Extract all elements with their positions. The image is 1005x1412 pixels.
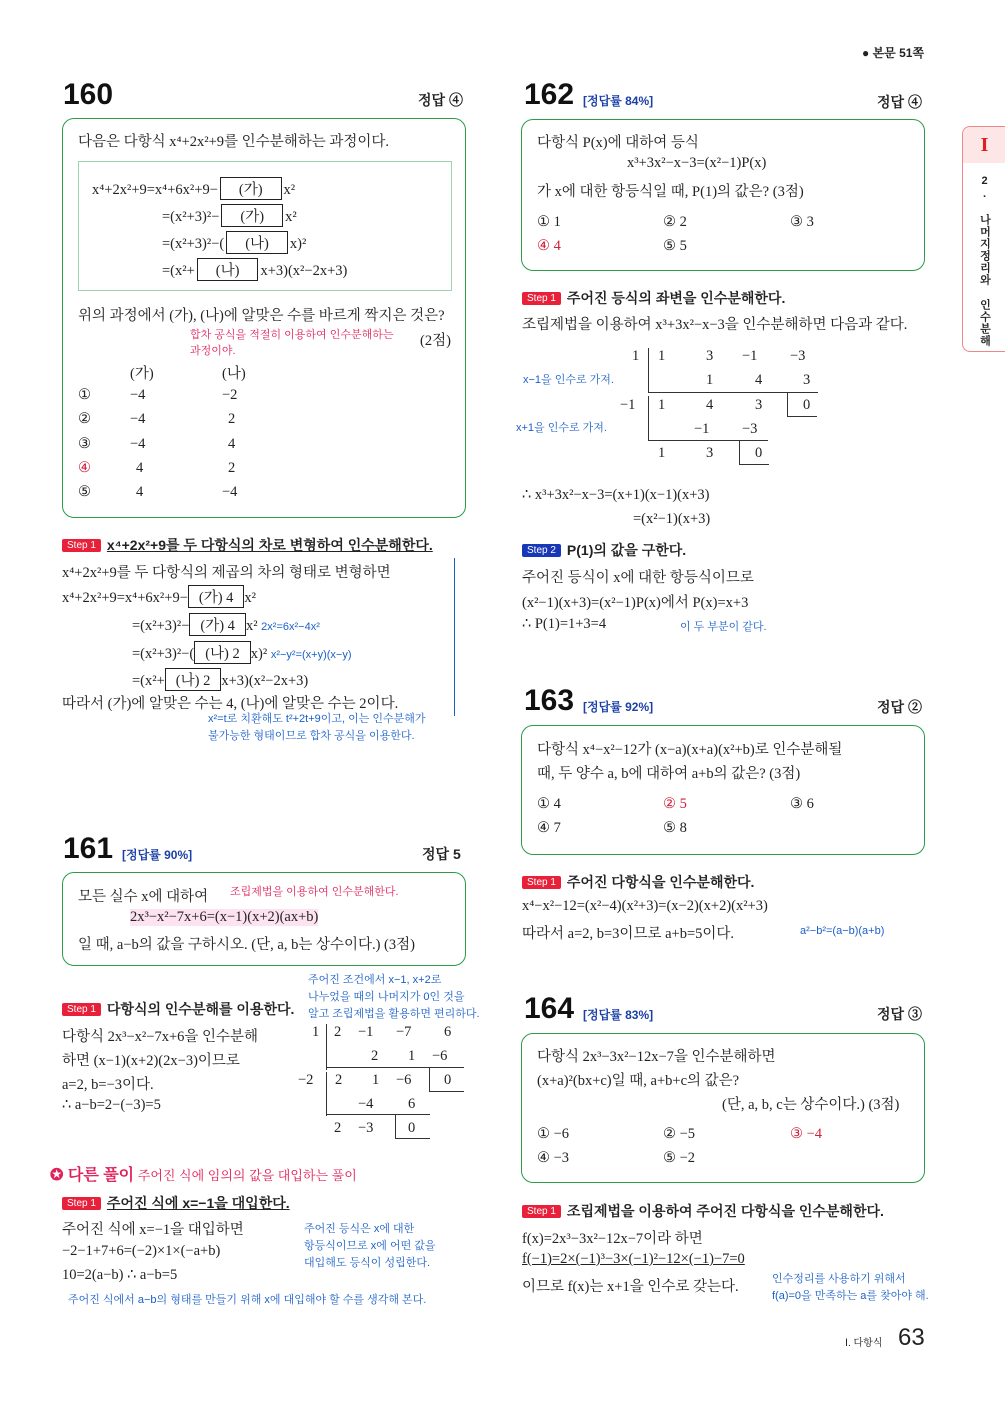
note: 항등식이므로 x에 어떤 값을 [304, 1240, 436, 1252]
step1-heading [522, 288, 785, 308]
text: x)² [289, 236, 307, 252]
hint-note: 조립제법을 이용하여 인수분해한다. [230, 886, 399, 898]
text: 1 [658, 348, 666, 364]
note: 나누었을 때의 나머지가 0인 것을 [308, 991, 465, 1003]
choice-1[interactable]: ① −6 [537, 1126, 570, 1142]
text: x⁴+2x²+9를 두 다항식의 차로 변형하여 인수분해한다. [106, 537, 433, 553]
solution-line [132, 668, 308, 691]
question-equation: 2x³−x²−7x+6=(x−1)(x+2)(ax+b) [130, 909, 319, 925]
text: x² [244, 590, 257, 606]
text: 4 [706, 397, 714, 413]
page-ref: ● 본문 51쪽 [862, 46, 925, 60]
problem-number: 162 [524, 78, 575, 111]
solution-line [132, 641, 352, 664]
choice-1[interactable] [78, 387, 238, 404]
alt-solution-heading [50, 1162, 357, 1185]
process-line-4 [162, 258, 347, 281]
star-icon: ✪ [50, 1167, 68, 1184]
text: 1 [658, 397, 666, 413]
text: 1 [706, 372, 714, 388]
process-line-3 [162, 231, 306, 254]
text: =(x²+3)²− [132, 618, 190, 634]
text: 2 [334, 1120, 342, 1136]
correct-rate: [정답률 90%] [122, 848, 193, 862]
choice-3[interactable] [78, 436, 236, 453]
text: 주어진 다항식을 인수분해한다. [566, 874, 755, 890]
text: 4 [755, 372, 763, 388]
question-text: (단, a, b, c는 상수이다.) (3점) [722, 1097, 900, 1113]
text: (나) 2 [165, 668, 222, 691]
text: 3 [706, 348, 714, 364]
text: −2 [222, 387, 238, 403]
text: 1 [408, 1048, 416, 1064]
step1-heading [62, 999, 294, 1019]
points: (2점) [420, 333, 451, 349]
text: −1 [358, 1024, 374, 1040]
step2-heading [522, 540, 686, 560]
question-text: 가 x에 대한 항등식일 때, P(1)의 값은? (3점) [537, 184, 804, 200]
text: −1 [694, 421, 710, 437]
chapter-roman: I [963, 127, 1005, 163]
text: 1 [632, 348, 640, 364]
note: x+1을 인수로 가져. [516, 422, 607, 434]
text: −4 [130, 436, 146, 452]
solution-line: 10=2(a−b) ∴ a−b=5 [62, 1267, 178, 1283]
page-ref-text: 본문 51쪽 [872, 46, 925, 60]
problem-number: 160 [63, 78, 114, 111]
solution-line: x⁴+2x²+9를 두 다항식의 제곱의 차의 형태로 변형하면 [62, 565, 391, 581]
answer-label: 정답 ③ [877, 1006, 922, 1022]
text: ③ [78, 436, 91, 452]
solution-line: 이므로 f(x)는 x+1을 인수로 갖는다. [522, 1279, 739, 1295]
text: (가) 4 [189, 613, 246, 636]
solution-line: 주어진 식에 x=−1을 대입하면 [62, 1222, 244, 1238]
solution-line: f(−1)=2×(−1)³−3×(−1)²−12×(−1)−7=0 [522, 1251, 745, 1267]
text: Step 2 [522, 544, 561, 557]
problem-number: 163 [524, 684, 575, 717]
chapter-label: 2. 나머지정리와 인수분해 [978, 175, 991, 347]
text: −3 [742, 421, 758, 437]
question-text: 다항식 P(x)에 대하여 등식 [537, 135, 699, 151]
solution-line: 다항식 2x³−x²−7x+6을 인수분해 [62, 1029, 259, 1045]
text: 4 [136, 484, 144, 500]
solution-line: (x²−1)(x+3)=(x²−1)P(x)에서 P(x)=x+3 [522, 595, 749, 611]
solution-line: 조립제법을 이용하여 x³+3x²−x−3을 인수분해하면 다음과 같다. [522, 317, 908, 333]
text: x² [285, 209, 297, 225]
text: ⑤ [78, 484, 91, 500]
text: (나) [197, 258, 259, 281]
text: Step 1 [522, 292, 561, 305]
choice-5[interactable] [78, 484, 238, 501]
solution-line [132, 613, 320, 636]
text: (가) [221, 204, 283, 227]
text: (나) [226, 231, 288, 254]
text: 0 [444, 1072, 452, 1088]
text: 1 [312, 1024, 320, 1040]
text: 2 [228, 460, 236, 476]
text: 6 [444, 1024, 452, 1040]
choice-4[interactable]: ④ 7 [537, 820, 561, 836]
solution-line: ∴ a−b=2−(−3)=5 [62, 1097, 161, 1113]
text: =(x²+ [132, 673, 165, 689]
text: −7 [396, 1024, 412, 1040]
problem-number: 164 [524, 992, 575, 1025]
note-connector [454, 558, 455, 716]
solution-line [62, 585, 256, 608]
correct-rate: [정답률 92%] [583, 700, 654, 714]
question-text-2: 위의 과정에서 (가), (나)에 알맞은 수를 바르게 짝지은 것은? [78, 308, 445, 324]
solution-line: =(x²−1)(x+3) [633, 511, 711, 527]
solution-conclusion: 따라서 (가)에 알맞은 수는 4, (나)에 알맞은 수는 2이다. [62, 696, 399, 712]
note: 알고 조립제법을 활용하면 편리하다. [308, 1008, 480, 1020]
text: 4 [136, 460, 144, 476]
question-text: 다음은 다항식 x⁴+2x²+9를 인수분해하는 과정이다. [78, 134, 389, 150]
text: =(x²+ [162, 263, 195, 279]
text: 6 [408, 1096, 416, 1112]
answer-label: 정답 ② [877, 699, 922, 715]
text: x)² [250, 646, 268, 662]
text: −3 [358, 1120, 374, 1136]
choice-4-correct[interactable] [78, 460, 236, 477]
text: −1 [742, 348, 758, 364]
choice-2[interactable] [78, 411, 236, 428]
choice-1[interactable]: ① 4 [537, 796, 561, 812]
question-text: 모든 실수 x에 대하여 [78, 889, 209, 905]
solution-line: ∴ x³+3x²−x−3=(x+1)(x−1)(x+3) [522, 487, 710, 503]
text: 0 [803, 397, 811, 413]
text: =(x²+3)²−( [132, 646, 195, 662]
text: 3 [803, 372, 811, 388]
hint-note: 합차 공식을 적절히 이용하여 인수분해하는 과정이야. [190, 329, 394, 357]
text: 조립제법을 이용하여 주어진 다항식을 인수분해한다. [566, 1203, 884, 1219]
solution-line: x⁴−x²−12=(x²−4)(x²+3)=(x−2)(x+2)(x²+3) [522, 898, 768, 914]
note: 주어진 조건에서 x−1, x+2로 [308, 974, 442, 986]
choice-3[interactable]: ③ 6 [790, 796, 814, 812]
text: 2 [335, 1072, 343, 1088]
text: Step 1 [62, 539, 101, 552]
text: −6 [396, 1072, 412, 1088]
step1-heading [62, 535, 433, 555]
text: 2 [228, 411, 236, 427]
correct-rate: [정답률 84%] [583, 94, 654, 108]
choice-3-correct[interactable]: ③ −4 [790, 1126, 823, 1142]
choice-2[interactable]: ② 2 [663, 214, 687, 230]
choice-4[interactable]: ④ −3 [537, 1150, 570, 1166]
text: 3 [755, 397, 763, 413]
page-number: 63 [898, 1324, 925, 1351]
text: Step 1 [62, 1003, 101, 1016]
text: 4 [228, 436, 236, 452]
alt-step1-heading [62, 1193, 290, 1213]
text: x+3)(x²−2x+3) [221, 673, 309, 689]
solution-line: −2−1+7+6=(−2)×1×(−a+b) [62, 1243, 221, 1259]
question-text: 일 때, a−b의 값을 구하시오. (단, a, b는 상수이다.) (3점) [78, 937, 415, 953]
text: 0 [408, 1120, 416, 1136]
text: (가) [220, 177, 282, 200]
correct-rate: [정답률 83%] [583, 1008, 654, 1022]
question-text: 다항식 2x³−3x²−12x−7을 인수분해하면 [537, 1049, 776, 1065]
note: 주어진 식에서 a−b의 형태를 만들기 위해 x에 대입해야 할 수를 생각해 본다. [68, 1294, 427, 1306]
text: x⁴+2x²+9=x⁴+6x²+9− [92, 182, 218, 198]
chapter-tab[interactable] [962, 126, 1005, 352]
choice-4-correct[interactable]: ④ 4 [537, 238, 561, 254]
question-text: 때, 두 양수 a, b에 대하여 a+b의 값은? (3점) [537, 766, 801, 782]
choice-2[interactable]: ② −5 [663, 1126, 696, 1142]
text: P(1)의 값을 구한다. [566, 542, 687, 558]
process-line-2 [162, 204, 297, 227]
text: x² [283, 182, 296, 198]
text: Step 1 [522, 1205, 561, 1218]
answer-label: 정답 ④ [418, 92, 463, 108]
text: −6 [432, 1048, 448, 1064]
text: 주어진 등식의 좌변을 인수분해한다. [566, 290, 786, 306]
text: (나) 2 [194, 641, 251, 664]
text: x² [245, 618, 258, 634]
note: x²=t로 치환해도 t²+2t+9이고, 이는 인수분해가 [208, 713, 426, 725]
text: =(x²+3)²−( [162, 236, 225, 252]
header-ga: (가) [130, 366, 154, 382]
answer-label: 정답 5 [422, 846, 461, 862]
note: a²−b²=(a−b)(a+b) [800, 925, 885, 937]
solution-line: a=2, b=−3이다. [62, 1077, 154, 1093]
choice-5[interactable]: ⑤ 5 [663, 238, 687, 254]
text: −4 [222, 484, 238, 500]
note: 이 두 부분이 같다. [680, 621, 767, 633]
choice-1[interactable]: ① 1 [537, 214, 561, 230]
choice-3[interactable]: ③ 3 [790, 214, 814, 230]
footer-chapter: Ⅰ. 다항식 [845, 1338, 883, 1349]
choice-5[interactable]: ⑤ 8 [663, 820, 687, 836]
text: 2 [371, 1048, 379, 1064]
step1-heading [522, 1201, 884, 1221]
header-na: (나) [222, 366, 246, 382]
question-text: 다항식 x⁴−x²−12가 (x−a)(x+a)(x²+b)로 인수분해될 [537, 742, 843, 758]
solution-line: f(x)=2x³−3x²−12x−7이라 하면 [522, 1231, 703, 1247]
question-text: (x+a)²(bx+c)일 때, a+b+c의 값은? [537, 1073, 740, 1089]
question-equation: x³+3x²−x−3=(x²−1)P(x) [627, 155, 767, 171]
text: =(x²+3)²− [162, 209, 220, 225]
note: x−1을 인수로 가져. [523, 374, 614, 386]
solution-line: 주어진 등식이 x에 대한 항등식이므로 [522, 570, 754, 586]
text: 1 [372, 1072, 380, 1088]
text: 1 [658, 445, 666, 461]
text: 주어진 식에 임의의 값을 대입하는 풀이 [137, 1168, 357, 1183]
note: 주어진 등식은 x에 대한 [304, 1223, 415, 1235]
text: −4 [130, 387, 146, 403]
process-line-1 [92, 177, 295, 200]
text: x+3)(x²−2x+3) [260, 263, 348, 279]
text: 2x²=6x²−4x² [261, 621, 320, 633]
step1-heading [522, 872, 754, 892]
text: −2 [298, 1072, 314, 1088]
text: ① [78, 387, 91, 403]
note: f(a)=0을 만족하는 a를 찾아야 해. [772, 1290, 929, 1302]
text: ② [78, 411, 91, 427]
text: 다항식의 인수분해를 이용한다. [106, 1001, 295, 1017]
check-icon: ④ [78, 460, 91, 476]
text: 다른 풀이 [67, 1167, 135, 1184]
choice-5[interactable]: ⑤ −2 [663, 1150, 696, 1166]
text: Step 1 [62, 1197, 101, 1210]
choice-2-correct[interactable]: ② 5 [663, 796, 687, 812]
note: 대입해도 등식이 성립한다. [304, 1257, 431, 1269]
text: −4 [358, 1096, 374, 1112]
solution-line: 따라서 a=2, b=3이므로 a+b=5이다. [522, 926, 735, 942]
text: 3 [706, 445, 714, 461]
text: −3 [790, 348, 806, 364]
text: (가) 4 [188, 585, 245, 608]
text: 주어진 식에 x=−1을 대입한다. [106, 1195, 290, 1211]
text: x²−y²=(x+y)(x−y) [270, 649, 352, 661]
text: 2 [334, 1024, 342, 1040]
solution-line: ∴ P(1)=1+3=4 [522, 616, 607, 632]
note: 불가능한 형태이므로 합차 공식을 이용한다. [208, 730, 415, 742]
problem-number: 161 [63, 832, 114, 865]
answer-label: 정답 ④ [877, 94, 922, 110]
note: 인수정리를 사용하기 위해서 [772, 1273, 906, 1285]
text: 0 [755, 445, 763, 461]
text: Step 1 [522, 876, 561, 889]
text: −1 [620, 397, 636, 413]
text: x⁴+2x²+9=x⁴+6x²+9− [62, 590, 188, 606]
solution-line: 하면 (x−1)(x+2)(2x−3)이므로 [62, 1053, 240, 1069]
text: −4 [130, 411, 146, 427]
